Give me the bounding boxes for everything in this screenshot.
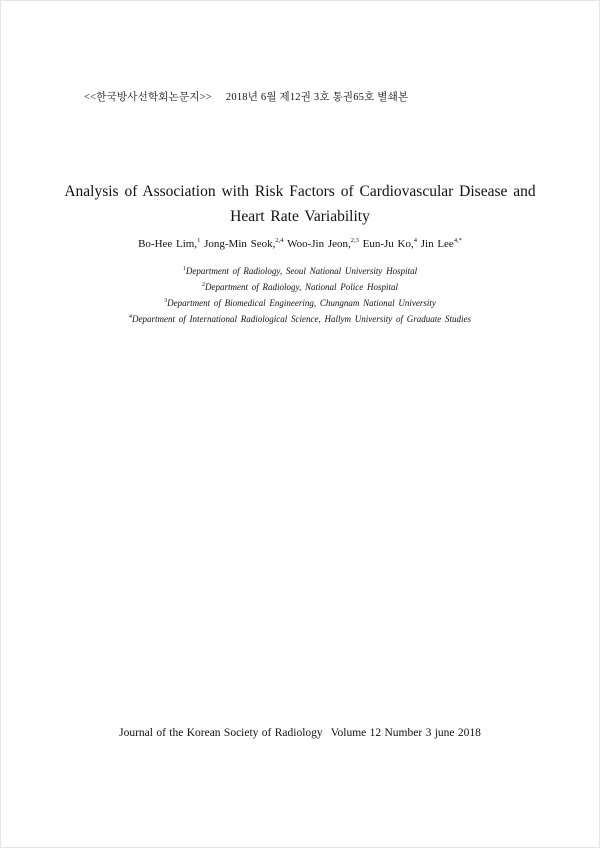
volume-info: Volume 12 Number 3 june 2018 [330, 727, 481, 739]
affiliation-text: Department of Radiology, National Police Hospital [205, 282, 398, 292]
paper-title-line-1: Analysis of Association with Risk Factors of Cardiovascular Disease and [64, 183, 536, 200]
author-affiliation-mark: 1 [197, 237, 201, 244]
affiliation-mark: 1 [182, 266, 186, 272]
affiliation [40, 294, 560, 310]
author [138, 238, 200, 250]
affiliation [40, 262, 560, 278]
author-name: Bo-Hee Lim, [138, 238, 198, 250]
author-name: Jin Lee [420, 238, 454, 250]
paper-title-line-2: Heart Rate Variability [230, 208, 370, 225]
affiliation-text: Department of International Radiological Science, Hallym University of Graduate Studies [132, 314, 471, 324]
journal-korean-name: <<한국방사선학회논문지>> [84, 92, 212, 103]
journal-name: Journal of the Korean Society of Radiology [119, 727, 323, 739]
reprint-header [84, 89, 408, 104]
author [421, 238, 462, 250]
author-affiliation-mark: 4,* [453, 237, 462, 244]
author [363, 238, 417, 250]
affiliation-text: Department of Biomedical Engineering, Chungnam National University [167, 298, 436, 308]
author-list [40, 237, 560, 250]
affiliation-text: Department of Radiology, Seoul National University Hospital [185, 266, 418, 276]
author-affiliation-mark: 2,3 [350, 237, 359, 244]
affiliation-mark: 4 [129, 314, 133, 320]
author-affiliation-mark: 4 [413, 237, 417, 244]
affiliation-mark: 3 [164, 298, 168, 304]
author-name: Jong-Min Seok, [204, 238, 276, 250]
author-affiliation-mark: 2,4 [275, 237, 284, 244]
author-name: Eun-Ju Ko, [362, 238, 414, 250]
author-name: Woo-Jin Jeon, [287, 238, 351, 250]
affiliation [40, 310, 560, 326]
affiliation [40, 278, 560, 294]
author [287, 238, 359, 250]
author [204, 238, 283, 250]
paper-title [40, 179, 560, 229]
issue-info-korean: 2018년 6월 제12권 3호 통권65호 별쇄본 [225, 92, 409, 103]
affiliation-list [40, 262, 560, 326]
affiliation-mark: 2 [202, 282, 205, 288]
journal-footer [40, 727, 560, 739]
